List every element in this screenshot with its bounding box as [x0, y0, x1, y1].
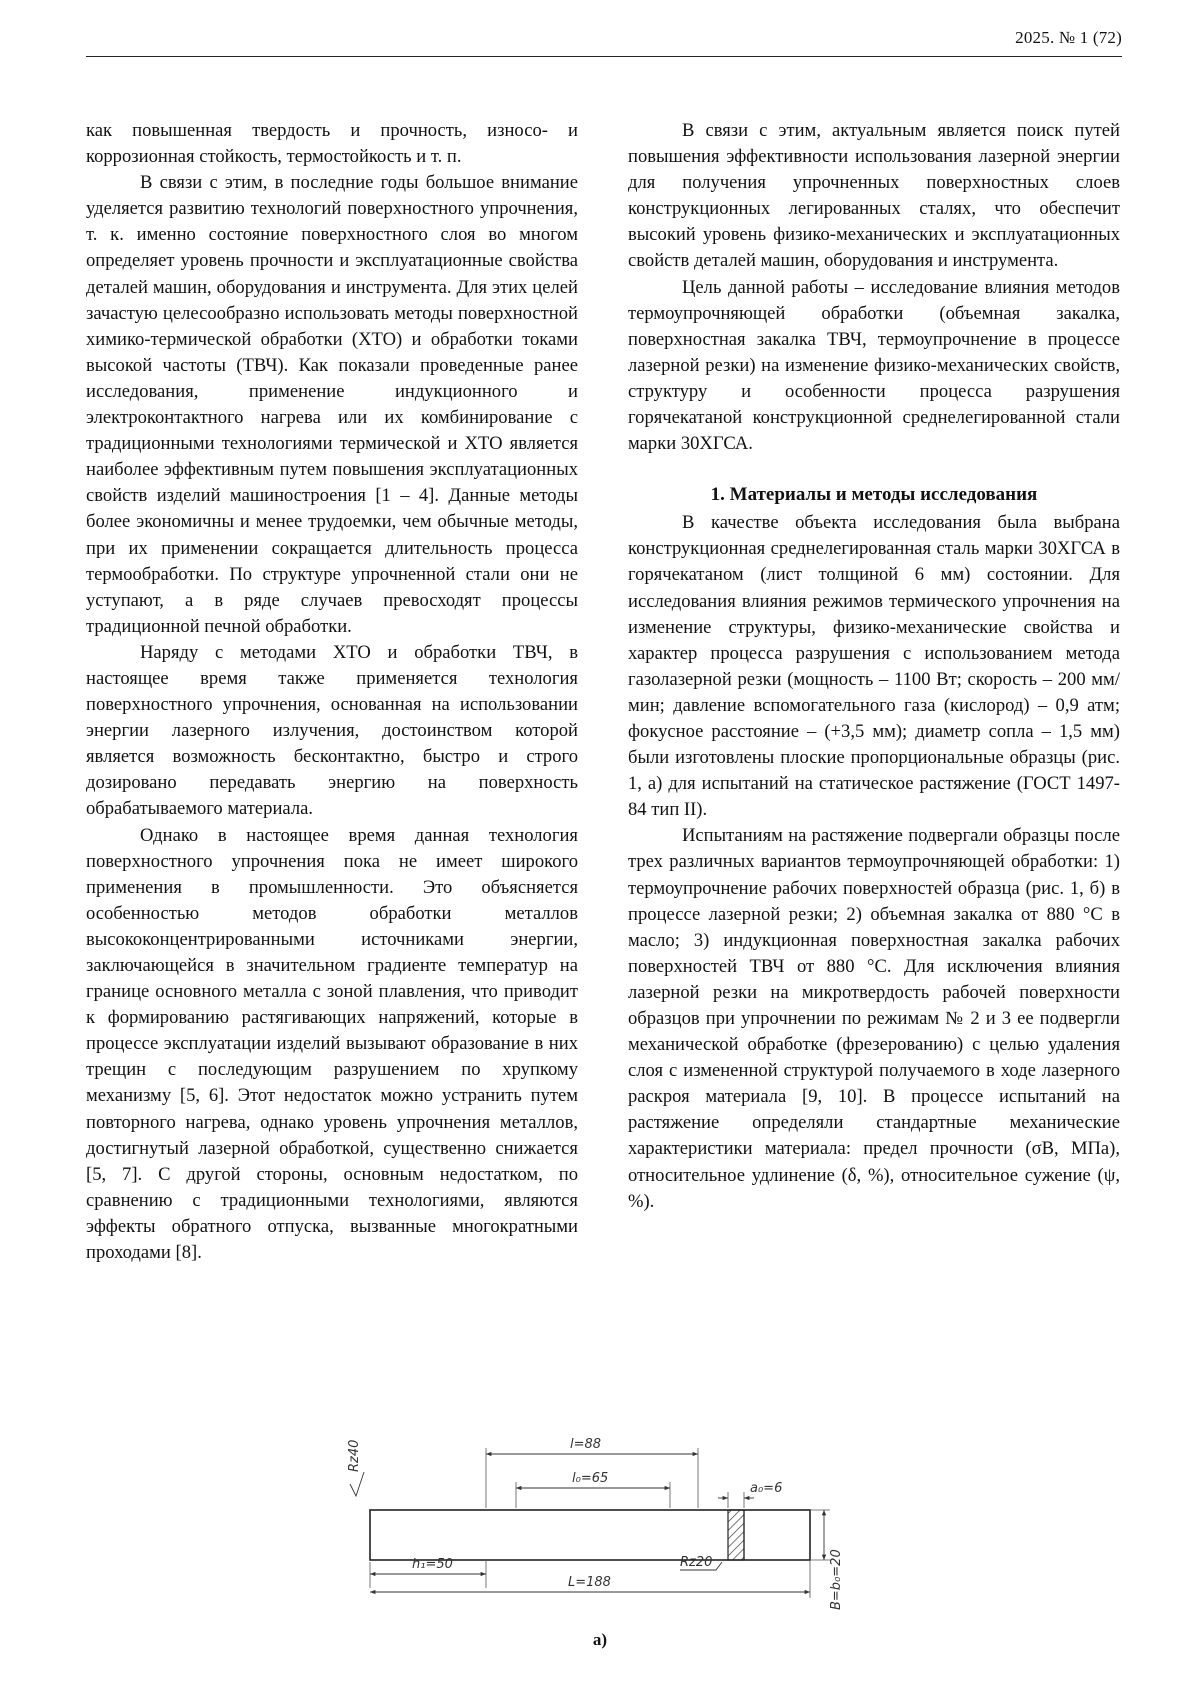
paragraph: В связи с этим, в последние годы большое внимание уделяется развитию технологий поверхностного упрочнения, т. к. именно состояние поверхностного слоя во многом определяет уровень прочности и эксплуатационные свойства деталей машин, оборудования и инструмента. Для этих целей зачастую целесообразно использовать методы поверхностной химико-термической обработки (ХТО) и обработки токами высокой частоты (ТВЧ). Как показали проведенные ранее исследования, применение индукционного и электроконтактного нагрева или их комбинирование с традиционными технологиями термической и ХТО является наиболее эффективным путем повышения эксплуатационных свойств изделий машиностроения [1 – 4]. Данные методы более экономичны и менее трудоемки, чем обычные методы, при их применении сокращается длительность процесса термообработки. По структуре упрочненной стали они не уступают, а в ряде случаев превосходят процессы традиционной печной обработки.	[86, 172, 578, 637]
paragraph: В связи с этим, актуальным является поиск путей повышения эффективности использования лазерной энергии для получения упрочненных поверхностных слоев конструкционных легированных сталях, что обеспечит высокий уровень физико-механических и эксплуатационных свойств деталей машин, оборудования и инструмента.	[628, 120, 1120, 272]
section-heading: 1. Материалы и методы исследования	[710, 484, 1038, 506]
journal-issue: 2025. № 1 (72)	[1015, 28, 1122, 47]
paragraph: Однако в настоящее время данная технология поверхностного упрочнения пока не имеет широкого применения в промышленности. Это объясняется особенностью методов обработки металлов высококонцентрированными источниками энергии, заключающейся в значительном градиенте температур на границе основного металла с зоной плавления, что приводит к формированию растягивающих напряжений, которые в процессе эксплуатации изделий вызывают образование в них трещин с последующим разрушением по хрупкому механизму [5, 6]. Этот недостаток можно устранить путем повторного нагрева, однако уровень упрочнения металлов, достигнутый лазерной обработкой, существенно снижается [5, 7]. С другой стороны, основным недостатком, по сравнению с традиционными технологиями, являются эффекты обратного отпуска, вызванные многократными проходами [8].	[86, 824, 578, 1264]
dim-label-L: L=188	[568, 1575, 611, 1590]
page-header	[86, 28, 1122, 57]
paragraph: Цель данной работы – исследование влияния методов термоупрочняющей обработки (объемная закалка, поверхностная закалка ТВЧ, термоупрочнение в процессе лазерной резки) на изменение физико-механических свойств, структуру и особенности процесса разрушения горячекатаной конструкционной среднелегированной стали марки 30ХГСА.	[628, 276, 1120, 455]
specimen-drawing-svg	[340, 1392, 860, 1612]
paragraph: В качестве объекта исследования была выбрана конструкционная среднелегированная сталь марки 30ХГСА в горячекатаном (лист толщиной 6 мм) состоянии. Для исследования влияния режимов термического упрочнения на изменение структуры, физико-механические свойства и характер процесса разрушения с использованием метода газолазерной резки (мощность – 1100 Вт; скорость – 200 мм/мин; давление вспомогательного газа (кислород) – 0,9 атм; фокусное расстояние – (+3,5 мм); диаметр сопла – 1,5 мм) были изготовлены плоские пропорциональные образцы (рис. 1, а) для испытаний на статическое растяжение (ГОСТ 1497-84 тип II).	[628, 512, 1120, 821]
dim-label-l0: l₀=65	[572, 1471, 609, 1486]
paragraph: Наряду с методами ХТО и обработки ТВЧ, в настоящее время также применяется технология поверхностного упрочнения, основанная на использовании энергии лазерного излучения, достоинством которой является возможность бесконтактно, быстро и строго дозировано передавать энергию на поверхность обрабатываемого материала.	[86, 641, 578, 820]
rz20-label: Rz20	[680, 1555, 713, 1570]
dim-label-a0: a₀=6	[750, 1481, 783, 1496]
specimen-drawing	[340, 1392, 860, 1612]
left-column	[86, 118, 578, 1266]
dim-label-h1: h₁=50	[412, 1557, 453, 1572]
roughness-label: Rz40	[347, 1439, 362, 1472]
dim-label-b: B=b₀=20	[829, 1549, 844, 1610]
right-column	[628, 118, 1120, 1215]
section-hatch	[728, 1510, 744, 1560]
paragraph: как повышенная твердость и прочность, износо- и коррозионная стойкость, термостойкость и т. п.	[86, 120, 578, 168]
paragraph: Испытаниям на растяжение подвергали образцы после трех различных вариантов термоупрочняющей обработки: 1) термоупрочнение рабочих поверхностей образца (рис. 1, б) в процессе лазерной резки; 2) объемная закалка от 880 °С в масло; 3) индукционная поверхностная закалка рабочих поверхностей ТВЧ от 880 °С. Для исключения влияния лазерной резки на микротвердость рабочей поверхности образцов при упрочнении по режимам № 2 и 3 ее подвергли механической обработке (фрезерованию) с целью удаления слоя с измененной структурой получаемого в ходе лазерного раскроя материала [9, 10]. В процессе испытаний на растяжение определяли стандартные механические характеристики материала: предел прочности (σВ, МПа), относительное удлинение (δ, %), относительное сужение (ψ, %).	[628, 825, 1120, 1212]
dim-label-l: l=88	[570, 1437, 602, 1452]
figure-caption: а)	[592, 1630, 608, 1649]
